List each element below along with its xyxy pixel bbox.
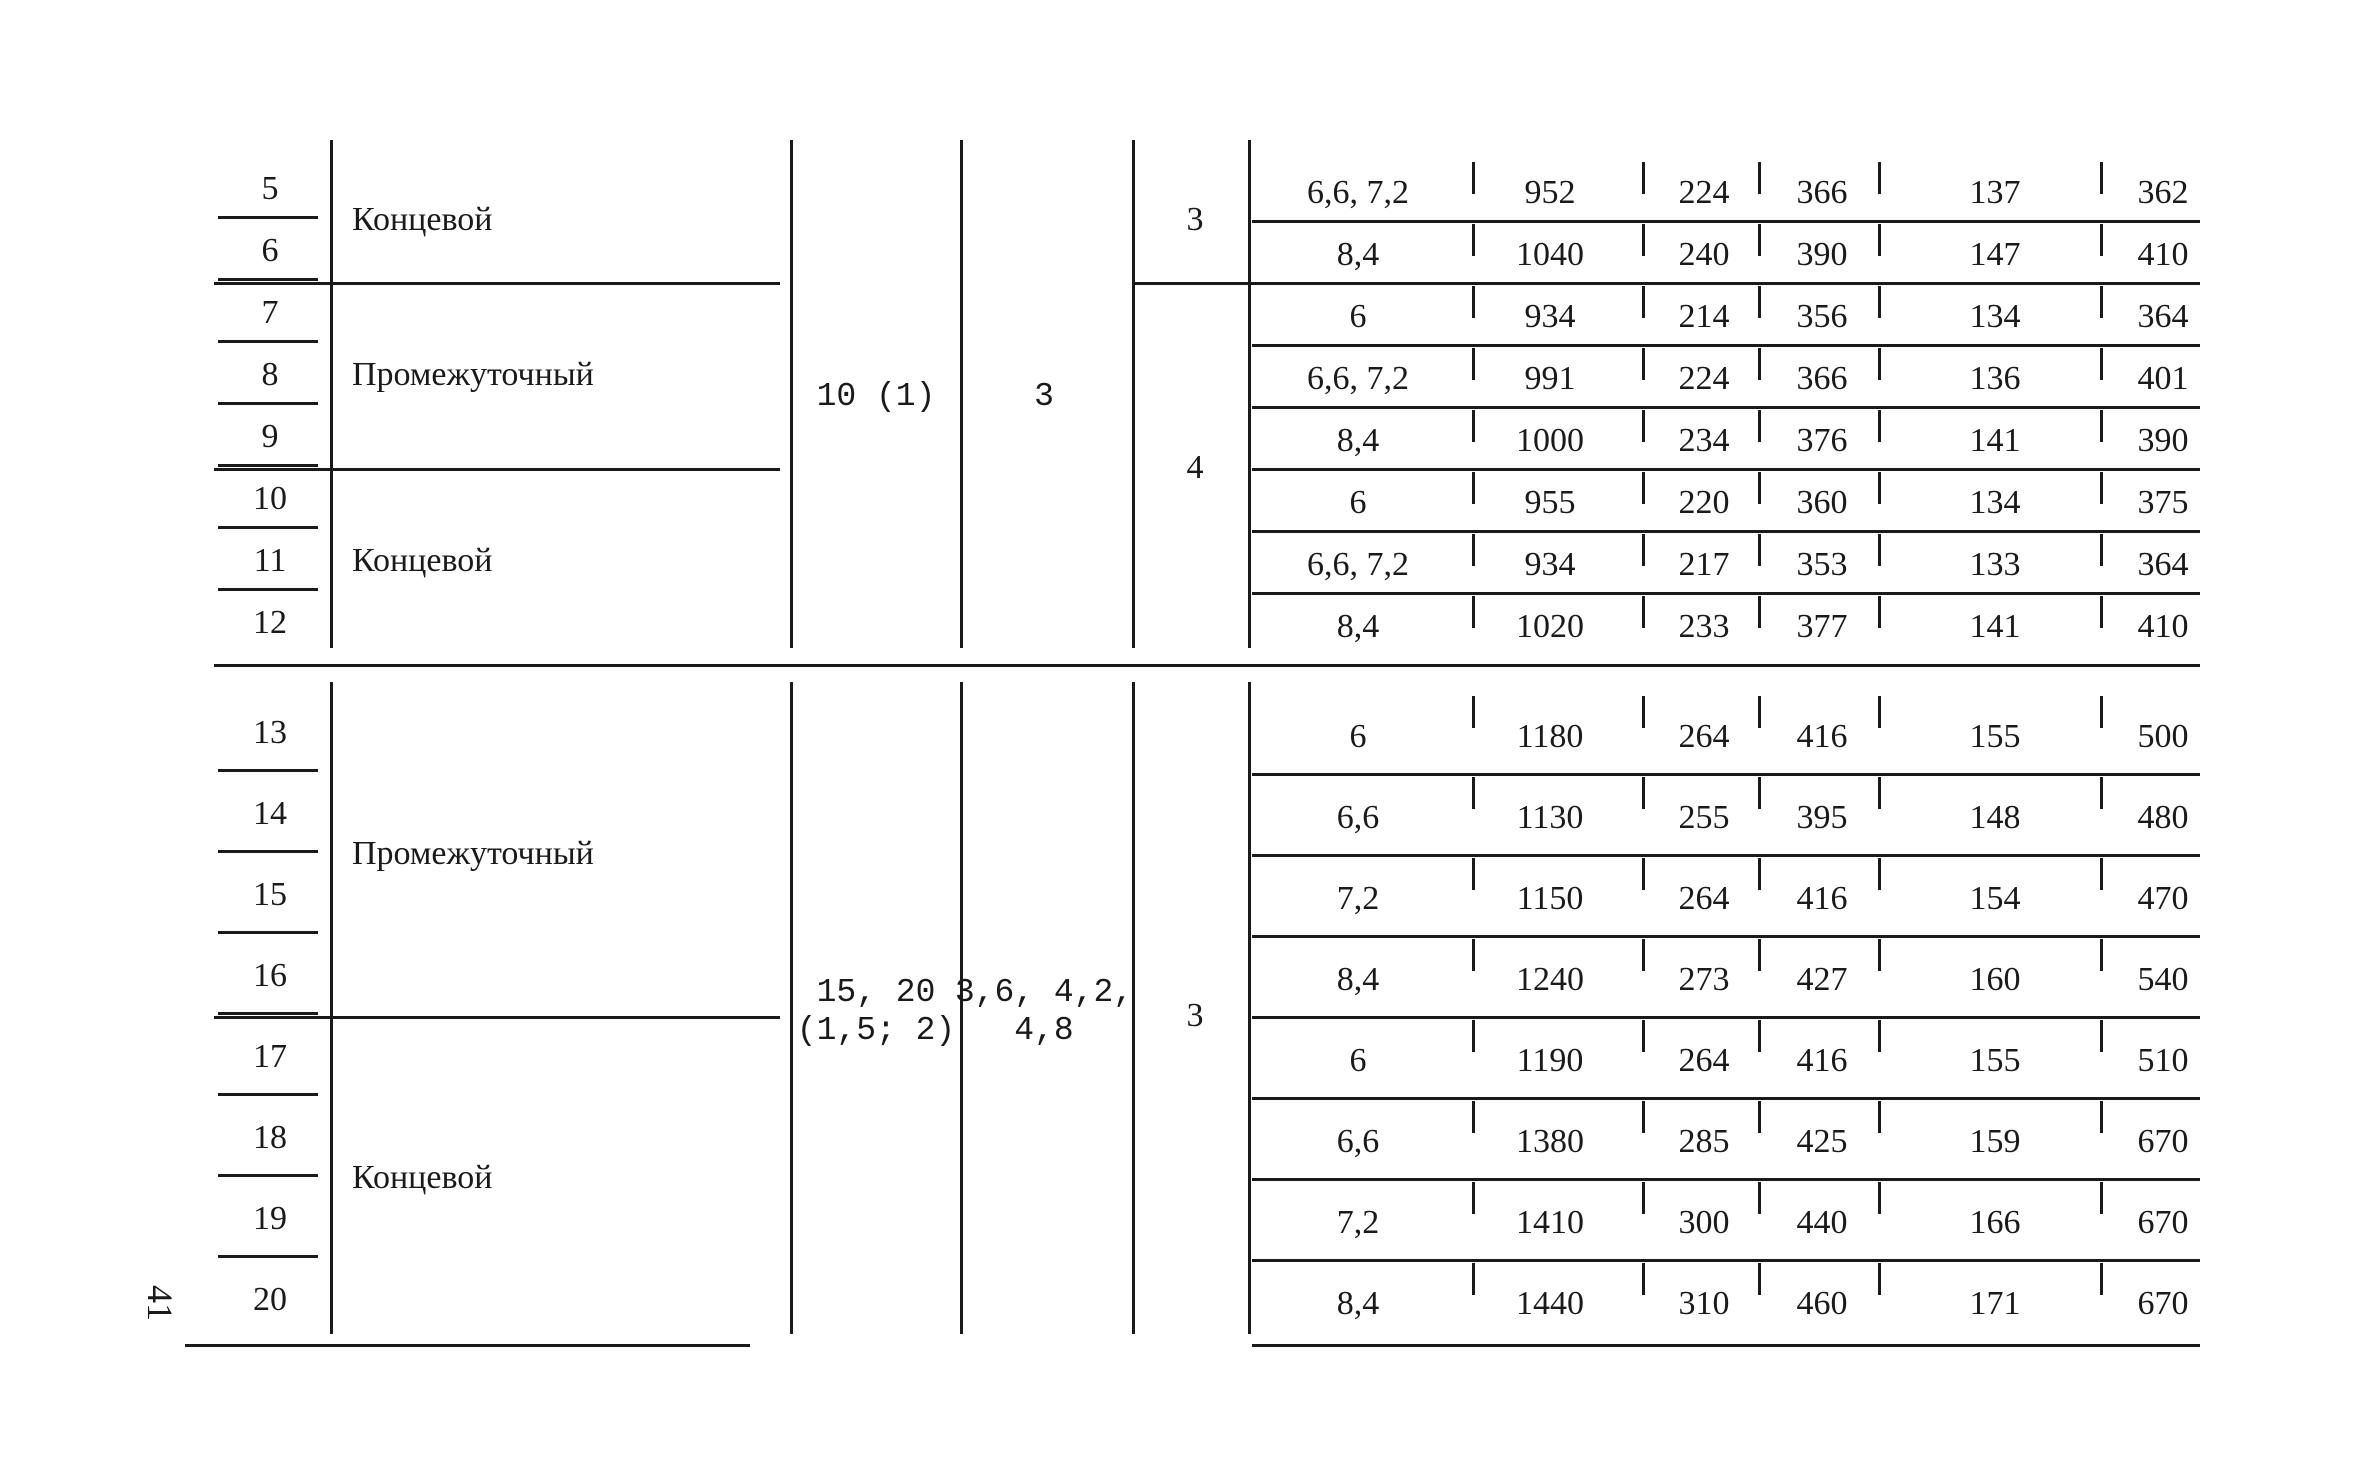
data-cell: 1130 [1516, 798, 1584, 836]
data-cell: 6,6 [1336, 1122, 1380, 1160]
data-row-divider [1252, 1097, 2200, 1100]
data-cell-separator [2100, 1182, 2103, 1214]
data-cell: 6 [1349, 1041, 1367, 1079]
data-cell-separator [1642, 858, 1645, 890]
data-cell-separator [1758, 1182, 1761, 1214]
row-number-divider [218, 526, 318, 529]
data-cell: 224 [1678, 174, 1730, 211]
data-cell: 6 [1349, 484, 1367, 521]
data-row-divider [1252, 406, 2200, 409]
row-number: 9 [261, 418, 279, 455]
data-cell: 8,4 [1336, 236, 1380, 273]
data-cell: 670 [2137, 1284, 2189, 1322]
height-value: 4,8 [1014, 1012, 1074, 1049]
data-cell-separator [1642, 596, 1645, 628]
data-cell-separator [1642, 939, 1645, 971]
data-row-divider [1252, 468, 2200, 471]
data-cell-separator [2100, 696, 2103, 728]
data-cell: 6,6, 7,2 [1307, 174, 1409, 211]
data-cell: 233 [1678, 608, 1730, 645]
data-cell: 155 [1969, 717, 2021, 755]
data-cell: 952 [1524, 174, 1576, 211]
data-cell: 480 [2137, 798, 2189, 836]
data-cell: 6,6, 7,2 [1307, 546, 1409, 583]
data-cell-separator [1642, 777, 1645, 809]
block-separator [214, 664, 2200, 667]
data-cell-separator [1758, 596, 1761, 628]
data-cell: 377 [1796, 608, 1848, 645]
height-value: 3 [1034, 378, 1054, 415]
support-type-divider [214, 282, 780, 285]
data-cell-separator [2100, 472, 2103, 504]
data-cell: 166 [1969, 1203, 2021, 1241]
data-cell-separator [1878, 696, 1881, 728]
data-cell-separator [1642, 162, 1645, 194]
data-cell-separator [1758, 286, 1761, 318]
data-cell: 390 [1796, 236, 1848, 273]
column-separator [960, 682, 963, 1334]
data-cell: 991 [1524, 360, 1576, 397]
data-cell: 1410 [1516, 1203, 1584, 1241]
data-cell: 416 [1796, 879, 1848, 917]
data-cell-separator [1758, 696, 1761, 728]
data-cell: 353 [1796, 546, 1848, 583]
data-cell-separator [1472, 939, 1475, 971]
data-cell: 955 [1524, 484, 1576, 521]
data-cell-separator [2100, 596, 2103, 628]
data-cell: 470 [2137, 879, 2189, 917]
data-cell-separator [1758, 939, 1761, 971]
data-cell: 141 [1969, 608, 2021, 645]
data-cell: 360 [1796, 484, 1848, 521]
data-cell-separator [1472, 534, 1475, 566]
data-cell-separator [1758, 472, 1761, 504]
data-cell-separator [1758, 1020, 1761, 1052]
data-cell: 416 [1796, 1041, 1848, 1079]
data-cell-separator [1758, 348, 1761, 380]
column-separator [960, 140, 963, 648]
data-cell: 8,4 [1336, 608, 1380, 645]
data-cell: 240 [1678, 236, 1730, 273]
data-cell: 224 [1678, 360, 1730, 397]
data-cell-separator [1472, 286, 1475, 318]
data-cell: 133 [1969, 546, 2021, 583]
data-cell-separator [2100, 286, 2103, 318]
row-number-divider [218, 931, 318, 934]
data-cell-separator [2100, 858, 2103, 890]
group-label: 3 [1186, 201, 1204, 238]
data-cell-separator [1642, 1020, 1645, 1052]
data-cell: 1020 [1516, 608, 1584, 645]
row-number-divider [218, 1174, 318, 1177]
data-cell-separator [2100, 1101, 2103, 1133]
data-cell: 154 [1969, 879, 2021, 917]
data-cell: 264 [1678, 879, 1730, 917]
data-cell-separator [2100, 162, 2103, 194]
data-cell-separator [2100, 224, 2103, 256]
data-cell: 416 [1796, 717, 1848, 755]
data-cell: 1380 [1516, 1122, 1584, 1160]
data-cell: 934 [1524, 546, 1576, 583]
data-cell-separator [1472, 777, 1475, 809]
data-cell: 134 [1969, 484, 2021, 521]
data-cell-separator [1878, 410, 1881, 442]
data-row-divider [1252, 935, 2200, 938]
data-cell: 366 [1796, 360, 1848, 397]
column-separator [1248, 140, 1251, 648]
data-cell-separator [1642, 1182, 1645, 1214]
data-cell-separator [1878, 777, 1881, 809]
data-cell: 310 [1678, 1284, 1730, 1322]
data-cell: 500 [2137, 717, 2189, 755]
data-cell: 148 [1969, 798, 2021, 836]
data-row-divider [1252, 773, 2200, 776]
data-cell: 6,6 [1336, 798, 1380, 836]
column-separator [1132, 682, 1135, 1334]
data-cell-separator [1758, 534, 1761, 566]
row-number: 13 [253, 713, 287, 751]
data-cell: 147 [1969, 236, 2021, 273]
data-cell: 1240 [1516, 960, 1584, 998]
data-cell: 390 [2137, 422, 2189, 459]
data-cell: 366 [1796, 174, 1848, 211]
column-separator [330, 140, 333, 648]
row-number: 11 [253, 542, 287, 579]
data-cell-separator [1642, 410, 1645, 442]
data-cell-separator [1642, 472, 1645, 504]
data-row-divider [1252, 592, 2200, 595]
data-row-divider [1252, 1178, 2200, 1181]
row-number: 8 [261, 356, 279, 393]
data-cell: 375 [2137, 484, 2189, 521]
data-cell-separator [1878, 596, 1881, 628]
data-cell: 395 [1796, 798, 1848, 836]
data-cell-separator [1878, 1101, 1881, 1133]
data-cell: 136 [1969, 360, 2021, 397]
column-separator [1132, 140, 1135, 648]
data-row-divider [1252, 1016, 2200, 1019]
data-cell: 460 [1796, 1284, 1848, 1322]
data-cell-separator [1472, 162, 1475, 194]
data-cell: 214 [1678, 298, 1730, 335]
data-cell-separator [2100, 534, 2103, 566]
data-cell: 141 [1969, 422, 2021, 459]
column-separator [790, 682, 793, 1334]
data-cell-separator [1642, 224, 1645, 256]
data-cell: 220 [1678, 484, 1730, 521]
data-cell: 7,2 [1336, 1203, 1380, 1241]
data-cell-separator [1642, 1263, 1645, 1295]
data-cell: 8,4 [1336, 960, 1380, 998]
support-type-label: Концевой [352, 201, 493, 238]
row-number: 17 [253, 1037, 287, 1075]
row-number: 16 [253, 956, 287, 994]
row-number: 14 [253, 794, 287, 832]
data-cell: 171 [1969, 1284, 2021, 1322]
row-number-divider [218, 769, 318, 772]
data-cell: 137 [1969, 174, 2021, 211]
row-number-divider [218, 1093, 318, 1096]
row-number-divider [218, 402, 318, 405]
data-cell-separator [1472, 410, 1475, 442]
data-cell: 410 [2137, 608, 2189, 645]
column-separator [790, 140, 793, 648]
data-cell-separator [2100, 410, 2103, 442]
data-cell: 427 [1796, 960, 1848, 998]
data-cell: 934 [1524, 298, 1576, 335]
data-cell: 362 [2137, 174, 2189, 211]
data-cell-separator [1472, 348, 1475, 380]
data-cell-separator [2100, 1020, 2103, 1052]
support-type-divider [214, 468, 780, 471]
data-row-divider [1252, 282, 2200, 285]
data-cell: 8,4 [1336, 1284, 1380, 1322]
data-cell-separator [1472, 1101, 1475, 1133]
data-cell: 401 [2137, 360, 2189, 397]
data-cell: 670 [2137, 1122, 2189, 1160]
data-cell: 510 [2137, 1041, 2189, 1079]
data-cell-separator [1472, 472, 1475, 504]
data-cell: 670 [2137, 1203, 2189, 1241]
data-cell: 440 [1796, 1203, 1848, 1241]
group-label: 4 [1186, 449, 1204, 486]
span-value: 10 (1) [816, 378, 936, 415]
data-cell: 1190 [1516, 1041, 1584, 1079]
data-row-divider [1252, 220, 2200, 223]
data-cell-separator [2100, 777, 2103, 809]
data-cell: 376 [1796, 422, 1848, 459]
data-cell: 264 [1678, 717, 1730, 755]
data-cell: 1000 [1516, 422, 1584, 459]
row-number: 6 [261, 232, 279, 269]
data-cell: 1150 [1516, 879, 1584, 917]
data-cell-separator [1758, 1101, 1761, 1133]
support-type-label: Промежуточный [352, 835, 594, 872]
data-row-divider [1252, 530, 2200, 533]
data-cell-separator [1758, 858, 1761, 890]
data-cell-separator [1472, 224, 1475, 256]
support-type-divider [214, 1016, 780, 1019]
support-type-label: Концевой [352, 542, 493, 579]
data-cell-separator [1642, 1101, 1645, 1133]
data-cell: 217 [1678, 546, 1730, 583]
data-cell-separator [1642, 534, 1645, 566]
data-cell: 364 [2137, 546, 2189, 583]
data-cell-separator [1472, 696, 1475, 728]
data-cell-separator [1758, 410, 1761, 442]
data-cell: 300 [1678, 1203, 1730, 1241]
data-cell: 1440 [1516, 1284, 1584, 1322]
support-type-label: Промежуточный [352, 356, 594, 393]
row-number-divider [218, 340, 318, 343]
data-cell: 234 [1678, 422, 1730, 459]
data-cell: 1040 [1516, 236, 1584, 273]
data-cell: 155 [1969, 1041, 2021, 1079]
data-cell-separator [1878, 1263, 1881, 1295]
table-bottom-rule [1252, 1344, 2200, 1347]
data-cell: 8,4 [1336, 422, 1380, 459]
row-number-divider [218, 850, 318, 853]
data-cell: 540 [2137, 960, 2189, 998]
span-value: 15, 20 [816, 974, 936, 1011]
row-number-divider [218, 588, 318, 591]
data-cell: 285 [1678, 1122, 1730, 1160]
data-cell: 6 [1349, 717, 1367, 755]
data-cell: 356 [1796, 298, 1848, 335]
data-cell-separator [1878, 286, 1881, 318]
data-cell-separator [1878, 162, 1881, 194]
data-cell: 159 [1969, 1122, 2021, 1160]
data-cell: 6 [1349, 298, 1367, 335]
data-cell-separator [1878, 1182, 1881, 1214]
row-number: 15 [253, 875, 287, 913]
row-number-divider [218, 1012, 318, 1015]
column-separator [330, 682, 333, 1334]
data-cell-separator [1472, 858, 1475, 890]
data-cell-separator [1878, 224, 1881, 256]
row-number-divider [218, 1255, 318, 1258]
data-cell-separator [1878, 1020, 1881, 1052]
data-cell: 160 [1969, 960, 2021, 998]
data-cell-separator [1642, 286, 1645, 318]
data-cell-separator [1758, 1263, 1761, 1295]
data-cell-separator [1878, 939, 1881, 971]
data-cell: 255 [1678, 798, 1730, 836]
row-number: 18 [253, 1118, 287, 1156]
data-cell-separator [2100, 1263, 2103, 1295]
row-number-divider [218, 464, 318, 467]
row-number-divider [218, 216, 318, 219]
data-cell: 425 [1796, 1122, 1848, 1160]
column-separator [1248, 682, 1251, 1334]
data-cell-separator [1878, 534, 1881, 566]
row-number: 19 [253, 1199, 287, 1237]
support-type-label: Концевой [352, 1159, 493, 1196]
data-cell: 264 [1678, 1041, 1730, 1079]
row-number: 12 [253, 604, 287, 641]
data-row-divider [1252, 344, 2200, 347]
data-cell-separator [1878, 472, 1881, 504]
data-cell-separator [1758, 777, 1761, 809]
row-number: 10 [253, 480, 287, 517]
data-cell: 6,6, 7,2 [1307, 360, 1409, 397]
data-row-divider [1252, 854, 2200, 857]
data-cell-separator [1758, 224, 1761, 256]
data-cell-separator [1472, 1020, 1475, 1052]
data-cell-separator [1642, 696, 1645, 728]
data-cell: 410 [2137, 236, 2189, 273]
data-cell-separator [1472, 1182, 1475, 1214]
data-cell: 364 [2137, 298, 2189, 335]
data-cell-separator [1878, 348, 1881, 380]
row-number: 20 [253, 1280, 287, 1318]
data-cell: 134 [1969, 298, 2021, 335]
data-cell-separator [2100, 939, 2103, 971]
data-cell-separator [1472, 596, 1475, 628]
page-number: 41 [140, 1285, 180, 1321]
data-cell: 1180 [1516, 717, 1584, 755]
height-value: 3,6, 4,2, [954, 974, 1134, 1011]
group-label: 3 [1186, 997, 1204, 1034]
data-cell: 7,2 [1336, 879, 1380, 917]
row-number-divider [218, 278, 318, 281]
data-cell-separator [1642, 348, 1645, 380]
data-row-divider [1252, 1259, 2200, 1262]
row-number: 5 [261, 170, 279, 207]
data-cell-separator [1878, 858, 1881, 890]
span-value: (1,5; 2) [796, 1012, 956, 1049]
table-bottom-rule [185, 1344, 750, 1347]
row-number: 7 [261, 294, 279, 331]
data-cell: 273 [1678, 960, 1730, 998]
data-cell-separator [2100, 348, 2103, 380]
data-cell-separator [1472, 1263, 1475, 1295]
data-cell-separator [1758, 162, 1761, 194]
